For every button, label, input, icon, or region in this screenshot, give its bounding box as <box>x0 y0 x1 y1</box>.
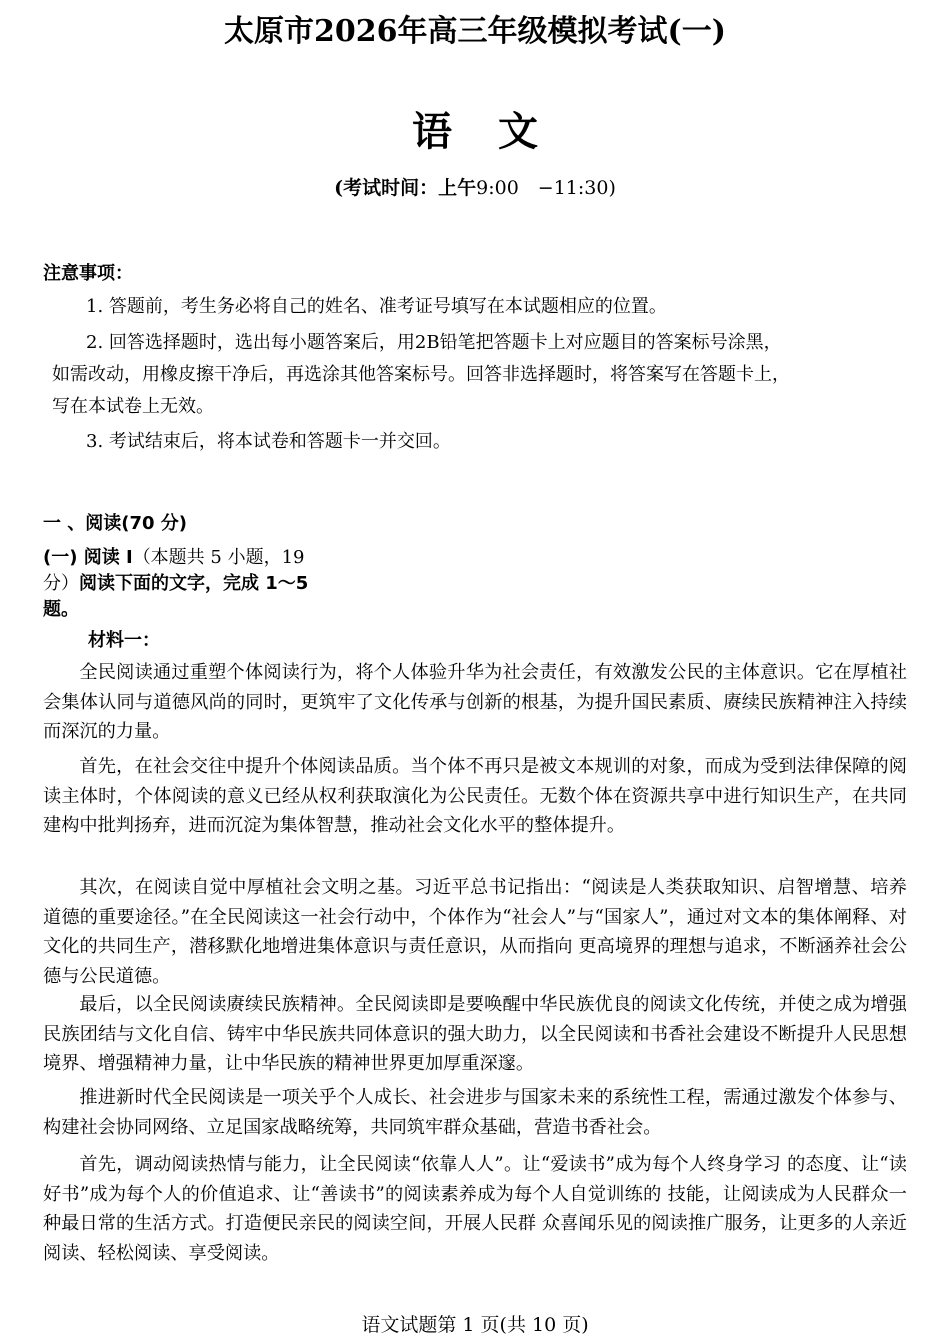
exam-time-label: (考试时间：上午 <box>334 177 477 199</box>
notice-heading: 注意事项： <box>43 263 133 284</box>
paragraph-6: 首先，调动阅读热情与能力，让全民阅读“依靠人人”。让“爱读书”成为每个人终身学习 的态度、让“读好书”成为每个人的价值追求、让“善读书”的阅读素养成为每个人自觉训练的 技能，让阅读成为人民群众一种最日常的生活方式。打造便民亲民的阅读空间，开展人民群 众喜闻乐见的阅读推广服务，让更多的人亲近阅读、轻松阅读、享受阅读。 <box>43 1154 907 1264</box>
paragraph-2: 首先，在社会交往中提升个体阅读品质。当个体不再只是被文本规训的对象，而成为受到法律保障的阅读主体时，个体阅读的意义已经从权利获取演化为公民责任。无数个体在资源共享中进行知识生产，在共同建构中批判扬弃，进而沉淀为集体智慧，推动社会文化水平的整体提升。 <box>43 756 907 836</box>
subject-title: 语文 <box>412 108 584 155</box>
notice-item-2-line-2: 如需改动，用橡皮擦干净后，再选涂其他答案标号。回答非选择题时，将答案写在答题卡上， <box>52 364 790 385</box>
section-heading: 一 、阅读(70 分) <box>43 513 188 534</box>
exam-time-value: 9:00 −11:30) <box>476 177 616 199</box>
notice-item-2-line-3: 写在本试卷上无效。 <box>52 396 214 417</box>
instruction-score: 分） <box>43 573 79 594</box>
subsection-heading <box>43 543 305 569</box>
notice-item-3: 3. 考试结束后，将本试卷和答题卡一并交回。 <box>86 431 451 452</box>
page-footer: 语文试题第 1 页(共 10 页) <box>361 1314 589 1336</box>
instruction-end: 题。 <box>43 599 79 620</box>
subsection-label: (一) 阅读 I <box>43 547 133 568</box>
instruction-text: 阅读下面的文字，完成 1～5 <box>79 573 309 594</box>
instruction-line <box>43 569 308 595</box>
notice-item-2-line-1: 2. 回答选择题时，选出每小题答案后，用2B铅笔把答题卡上对应题目的答案标号涂黑， <box>86 332 782 353</box>
notice-item-1: 1. 答题前，考生务必将自己的姓名、准考证号填写在本试题相应的位置。 <box>86 296 667 317</box>
paragraph-5: 推进新时代全民阅读是一项关乎个人成长、社会进步与国家未来的系统性工程，需通过激发个体参与、构建社会协同网络、立足国家战略统筹，共同筑牢群众基础，营造书香社会。 <box>43 1087 907 1138</box>
subsection-detail: （本题共 5 小题，19 <box>132 547 305 568</box>
exam-title: 太原市2026年高三年级模拟考试(一) <box>224 14 726 49</box>
material-label: 材料一： <box>88 630 160 651</box>
paragraph-4: 最后，以全民阅读赓续民族精神。全民阅读即是要唤醒中华民族优良的阅读文化传统，并使之成为增强民族团结与文化自信、铸牢中华民族共同体意识的强大助力，以全民阅读和书香社会建设不断提升人民思想境界、增强精神力量，让中华民族的精神世界更加厚重深邃。 <box>43 994 907 1074</box>
paragraph-3: 其次，在阅读自觉中厚植社会文明之基。习近平总书记指出：“阅读是人类获取知识、启智增慧、培养道德的重要途径。”在全民阅读这一社会行动中，个体作为“社会人”与“国家人”，通过对文本的集体阐释、对文化的共同生产，潜移默化地增进集体意识与责任意识，从而指向 更高境界的理想与追求，不断涵养社会公德与公民道德。 <box>43 877 907 987</box>
paragraph-1: 全民阅读通过重塑个体阅读行为，将个人体验升华为社会责任，有效激发公民的主体意识。它在厚植社会集体认同与道德风尚的同时，更筑牢了文化传承与创新的根基，为提升国民素质、赓续民族精神注入持续而深沉的力量。 <box>43 662 907 742</box>
exam-time <box>0 173 950 200</box>
